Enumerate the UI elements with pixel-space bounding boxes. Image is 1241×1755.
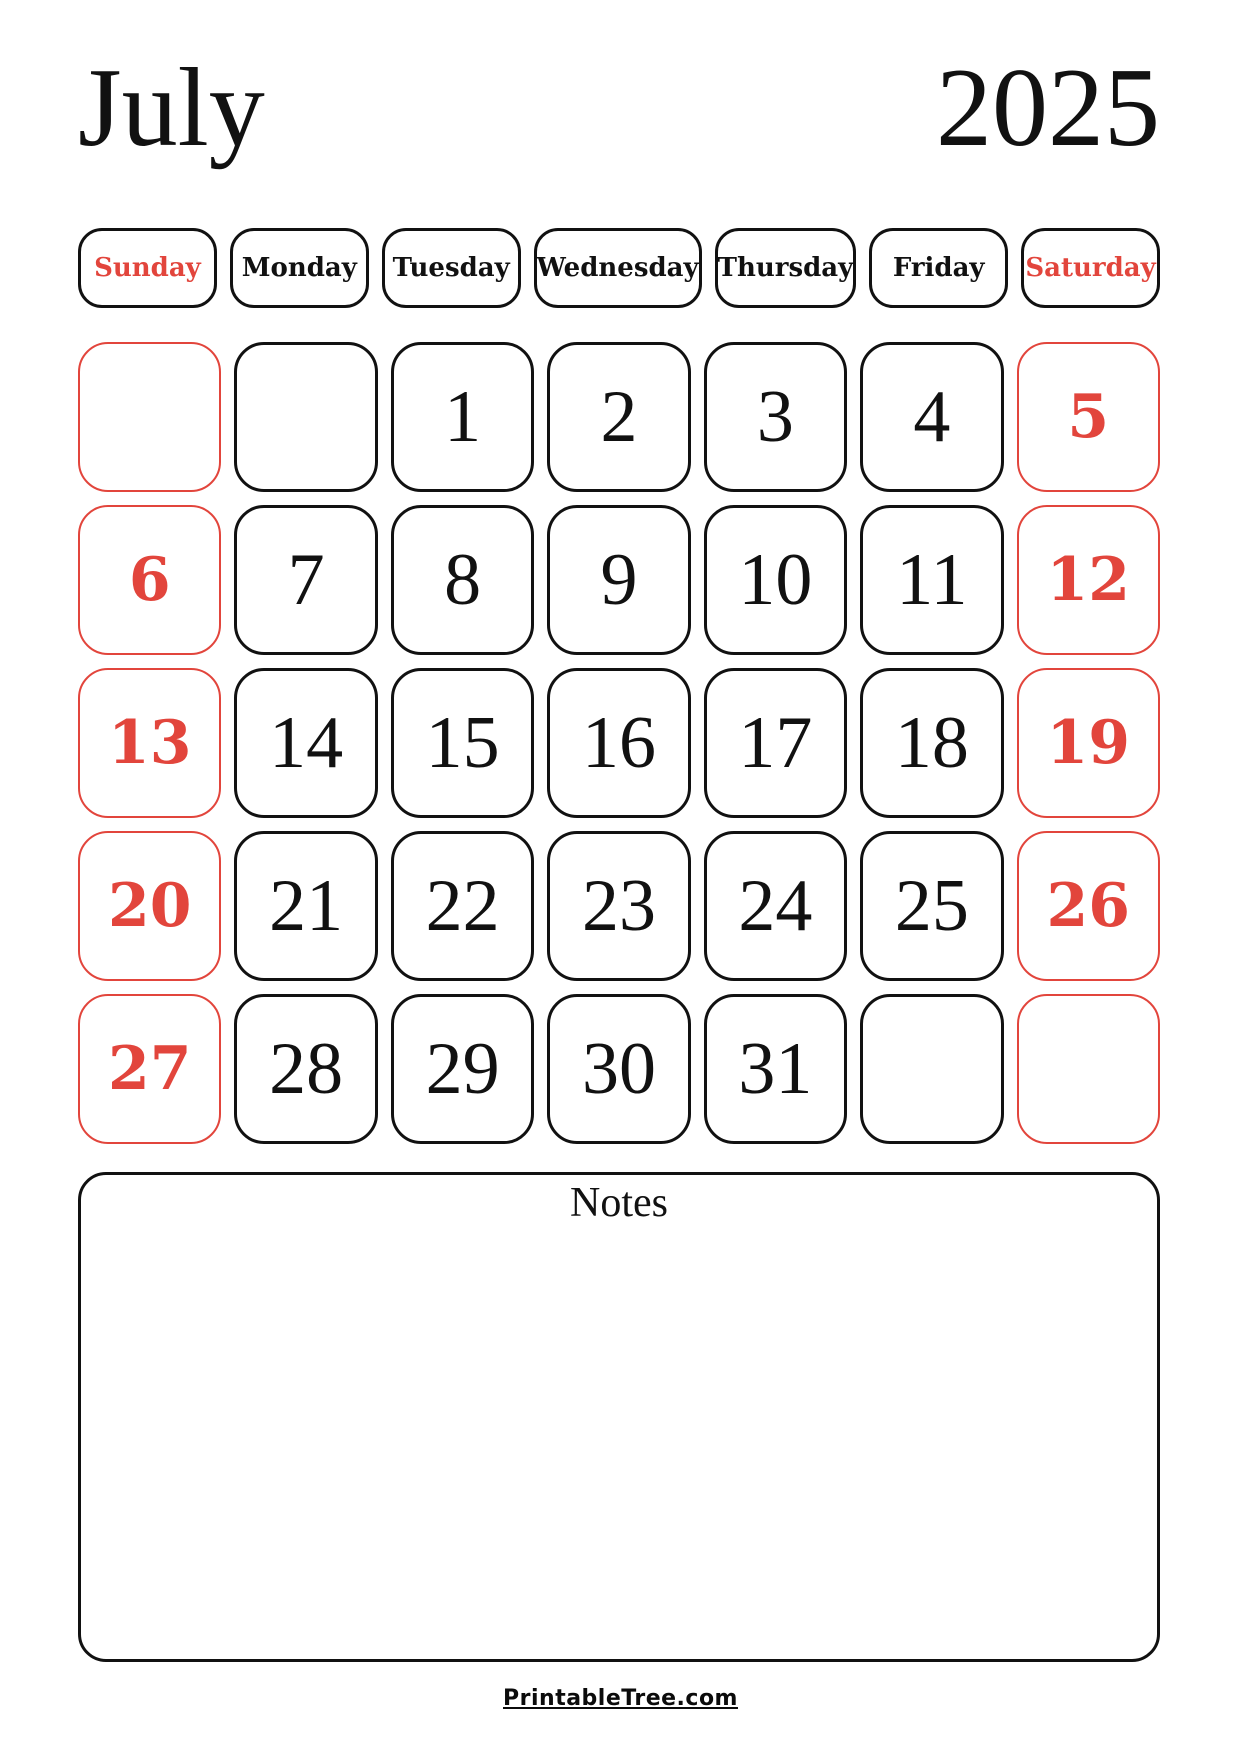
day-cell-13: 13 (78, 668, 221, 818)
day-cell-27: 27 (78, 994, 221, 1144)
day-cell-23: 23 (547, 831, 690, 981)
site-link[interactable]: PrintableTree.com (503, 1686, 738, 1711)
day-cell-17: 17 (704, 668, 847, 818)
day-cell-empty (78, 342, 221, 492)
day-cell-10: 10 (704, 505, 847, 655)
weekday-header-thursday: Thursday (715, 228, 857, 308)
day-cell-empty (1017, 994, 1160, 1144)
day-cell-30: 30 (547, 994, 690, 1144)
day-cell-8: 8 (391, 505, 534, 655)
weekday-header-saturday: Saturday (1021, 228, 1160, 308)
day-cell-empty (234, 342, 377, 492)
day-cell-22: 22 (391, 831, 534, 981)
day-cell-20: 20 (78, 831, 221, 981)
day-cell-18: 18 (860, 668, 1003, 818)
day-cell-21: 21 (234, 831, 377, 981)
day-cell-14: 14 (234, 668, 377, 818)
day-cell-9: 9 (547, 505, 690, 655)
day-grid (78, 342, 1160, 1144)
day-cell-3: 3 (704, 342, 847, 492)
day-cell-15: 15 (391, 668, 534, 818)
day-cell-24: 24 (704, 831, 847, 981)
month-title: July (78, 46, 265, 170)
weekday-header-tuesday: Tuesday (382, 228, 521, 308)
day-cell-29: 29 (391, 994, 534, 1144)
year-title: 2025 (936, 46, 1160, 170)
page-footer (0, 1686, 1241, 1711)
day-cell-7: 7 (234, 505, 377, 655)
day-cell-11: 11 (860, 505, 1003, 655)
weekday-header-sunday: Sunday (78, 228, 217, 308)
weekday-header-friday: Friday (869, 228, 1008, 308)
day-cell-1: 1 (391, 342, 534, 492)
day-cell-19: 19 (1017, 668, 1160, 818)
weekday-header-wednesday: Wednesday (534, 228, 702, 308)
day-cell-4: 4 (860, 342, 1003, 492)
day-cell-12: 12 (1017, 505, 1160, 655)
weekday-row (78, 228, 1160, 308)
day-cell-16: 16 (547, 668, 690, 818)
day-cell-28: 28 (234, 994, 377, 1144)
day-cell-26: 26 (1017, 831, 1160, 981)
day-cell-2: 2 (547, 342, 690, 492)
notes-section (78, 1172, 1160, 1662)
weekday-header-monday: Monday (230, 228, 369, 308)
notes-title: Notes (570, 1180, 668, 1226)
page-header (78, 44, 1160, 173)
day-cell-5: 5 (1017, 342, 1160, 492)
day-cell-25: 25 (860, 831, 1003, 981)
day-cell-empty (860, 994, 1003, 1144)
day-cell-6: 6 (78, 505, 221, 655)
day-cell-31: 31 (704, 994, 847, 1144)
